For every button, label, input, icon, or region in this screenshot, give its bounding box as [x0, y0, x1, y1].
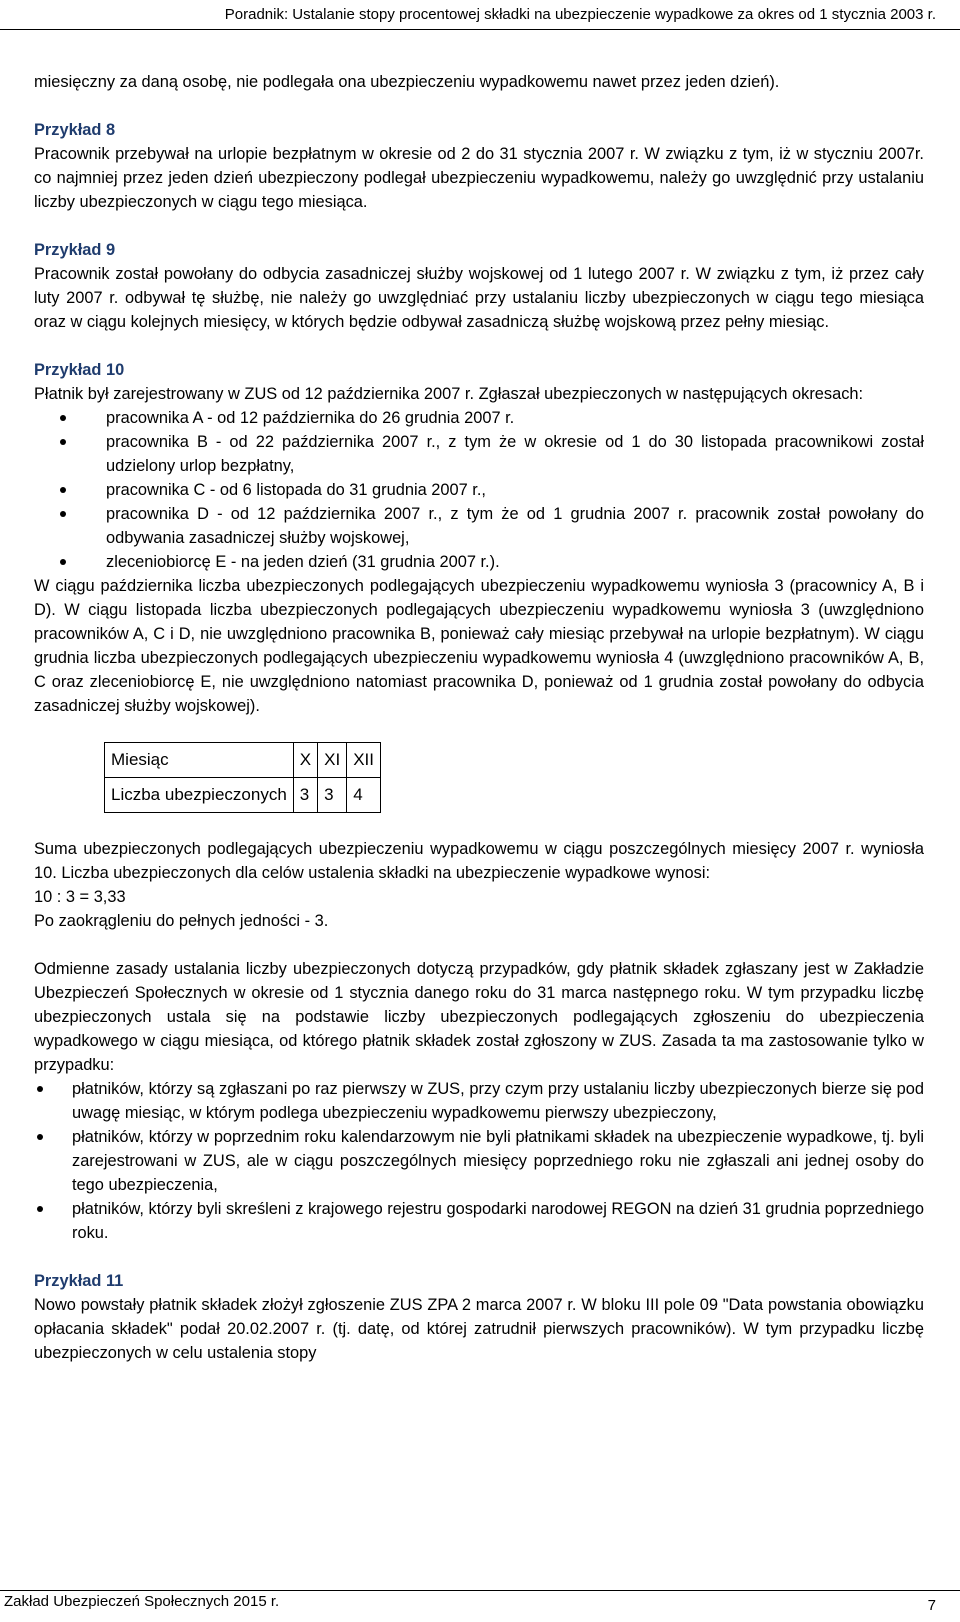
table-row — [105, 743, 381, 778]
example-11-heading: Przykład 11 — [34, 1272, 124, 1290]
table-cell: Miesiąc — [105, 743, 294, 778]
list-item: płatników, którzy w poprzednim roku kalendarzowym nie byli płatnikami składek na ubezpieczenie wypadkowe, tj. byli zarejestrowani w ZUS, ale w ciągu poszczególnych miesięcy poprzedniego roku nie zgłaszali ani jednej osoby do tego ubezpieczenia, — [34, 1125, 924, 1197]
footer-organization: Zakład Ubezpieczeń Społecznych 2015 r. — [4, 1593, 280, 1610]
list-item: płatników, którzy byli skreśleni z krajowego rejestru gospodarki narodowej REGON na dzień 31 grudnia poprzedniego roku. — [34, 1197, 924, 1245]
example-9-heading: Przykład 9 — [34, 241, 116, 259]
example-10-text: Płatnik był zarejestrowany w ZUS od 12 października 2007 r. Zgłaszał ubezpieczonych w następujących okresach: — [34, 385, 864, 403]
example-9-text: Pracownik został powołany do odbycia zasadniczej służby wojskowej od 1 lutego 2007 r. W związku z tym, iż przez cały luty 2007 r. odbywał tę służbę, nie należy go uwzględniać przy ustalaniu liczby ubezpieczonych w ciągu tego miesiąca oraz w ciągu kolejnych miesięcy, w których będzie odbywał zasadniczą służbę wojskową przez pełny miesiąc. — [34, 265, 924, 331]
example-8-text: Pracownik przebywał na urlopie bezpłatnym w okresie od 2 do 31 stycznia 2007 r. W związku z tym, iż w styczniu 2007r. co najmniej przez jeden dzień ubezpieczony podlegał ubezpieczeniu wypadkowemu, należy go uwzględnić przy ustalaniu liczby ubezpieczonych w ciągu tego miesiąca. — [34, 145, 924, 211]
page-header — [0, 0, 960, 30]
table-cell: XII — [347, 743, 381, 778]
example-8-heading: Przykład 8 — [34, 121, 116, 139]
table-row — [105, 778, 381, 813]
page-footer — [0, 1590, 960, 1622]
list-item: pracownika D - od 12 października 2007 r., z tym że od 1 grudnia 2007 r. pracownik został powołany do odbywania zasadniczej służby wojskowej, — [34, 502, 924, 550]
example-10-heading: Przykład 10 — [34, 361, 125, 379]
table-cell: 3 — [318, 778, 347, 813]
table-cell: X — [293, 743, 317, 778]
example-10-list — [34, 406, 924, 574]
calculation-text: Suma ubezpieczonych podlegających ubezpieczeniu wypadkowemu w ciągu poszczególnych miesięcy 2007 r. wyniosła 10. Liczba ubezpieczonych dla celów ustalenia składki na ubezpieczenie wypadkowe wynosi: — [34, 840, 924, 882]
calculation-result: Po zaokrągleniu do pełnych jedności - 3. — [34, 912, 329, 930]
list-item: zleceniobiorcę E - na jeden dzień (31 grudnia 2007 r.). — [34, 550, 924, 574]
document-body — [34, 70, 924, 1365]
example-11-text: Nowo powstały płatnik składek złożył zgłoszenie ZUS ZPA 2 marca 2007 r. W bloku III pole 09 "Data powstania obowiązku opłacania składek" podał 20.02.2007 r. (tj. datę, od której zatrudnił pierwszych pracowników). W tym przypadku liczbę ubezpieczonych w celu ustalenia stopy — [34, 1296, 924, 1362]
calculation-formula: 10 : 3 = 3,33 — [34, 888, 126, 906]
list-item: płatników, którzy są zgłaszani po raz pierwszy w ZUS, przy czym przy ustalaniu liczby ubezpieczonych bierze się pod uwagę miesiąc, w którym podlega ubezpieczeniu wypadkowemu pierwszy ubezpieczony, — [34, 1077, 924, 1125]
page-number: 7 — [927, 1597, 936, 1614]
table-cell: 4 — [347, 778, 381, 813]
header-title: Poradnik: Ustalanie stopy procentowej składki na ubezpieczenie wypadkowe za okres od 1 stycznia 2003 r. — [224, 6, 936, 23]
table-cell: 3 — [293, 778, 317, 813]
table-cell: Liczba ubezpieczonych — [105, 778, 294, 813]
rules-list — [34, 1077, 924, 1245]
list-item: pracownika A - od 12 października do 26 grudnia 2007 r. — [34, 406, 924, 430]
table-cell: XI — [318, 743, 347, 778]
insured-count-table — [104, 742, 381, 813]
example-10-summary: W ciągu października liczba ubezpieczonych podlegających ubezpieczeniu wypadkowemu wyniosła 3 (pracownicy A, B i D). W ciągu listopada liczba ubezpieczonych podlegających ubezpieczeniu wypadkowemu wyniosła 3 (uwzględniono pracowników A, C i D, nie uwzględniono pracownika B, ponieważ cały miesiąc przebywał na urlopie bezpłatnym). W ciągu grudnia liczba ubezpieczonych podlegających ubezpieczeniu wypadkowemu wyniosła 4 (uwzględniono pracowników A, B, C oraz zleceniobiorcę E, nie uwzględniono natomiast pracownika D, ponieważ od 1 grudnia został powołany do odbycia zasadniczej służby wojskowej). — [34, 577, 924, 715]
list-item: pracownika C - od 6 listopada do 31 grudnia 2007 r., — [34, 478, 924, 502]
rules-paragraph: Odmienne zasady ustalania liczby ubezpieczonych dotyczą przypadków, gdy płatnik składek zgłaszany jest w Zakładzie Ubezpieczeń Społecznych w okresie od 1 stycznia danego roku do 31 marca następnego roku. W tym przypadku liczbę ubezpieczonych ustala się na podstawie liczby ubezpieczonych podlegających zgłoszeniu do ubezpieczenia wypadkowego w ciągu miesiąca, od którego płatnik składek został zgłoszony w ZUS. Zasada ta ma zastosowanie tylko w przypadku: — [34, 960, 924, 1074]
list-item: pracownika B - od 22 października 2007 r., z tym że w okresie od 1 do 30 listopada pracownikowi został udzielony urlop bezpłatny, — [34, 430, 924, 478]
intro-paragraph: miesięczny za daną osobę, nie podlegała ona ubezpieczeniu wypadkowemu nawet przez jeden dzień). — [34, 73, 780, 91]
